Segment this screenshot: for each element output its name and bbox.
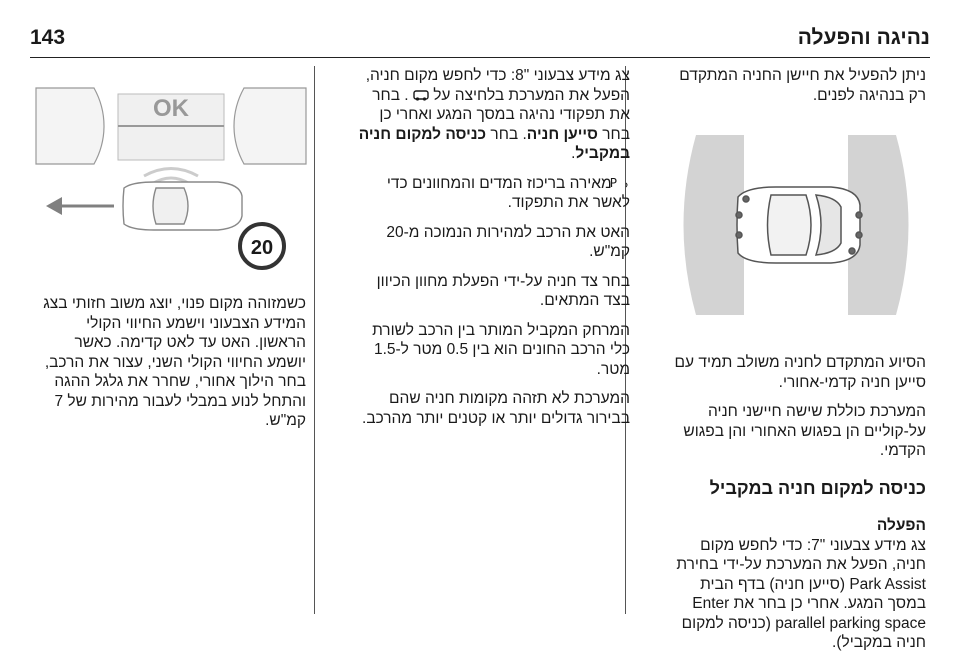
moving-car-icon: [123, 182, 242, 230]
section-heading: כניסה למקום חניה במקביל: [709, 477, 926, 498]
paragraph: האט את הרכב למהירות הנמוכה מ-20 קמ"ש.: [386, 223, 630, 260]
paragraph: צג מידע צבעוני "8: כדי לחפש מקום חניה, הפעל את המערכת בלחיצה על . בחר את תפקודי נהיגה במסך המגע ואחרי כן בחר סייען חניה. בחר כניסה למקום חניה במקביל.: [358, 67, 630, 162]
subsection-heading: הפעלה: [876, 517, 926, 534]
page-title: נהיגה והפעלה: [797, 26, 930, 49]
intro-paragraph: ניתן להפעיל את חיישן החניה המתקדם רק בנהיגה לפנים.: [679, 67, 926, 104]
parallel-parking-illustration: [34, 66, 306, 278]
paragraph: הסיוע המתקדם לחניה משולב תמיד עם סייען חניה קדמי-אחורי.: [674, 354, 926, 391]
paragraph: P מאירה בריכוז המדים והמחוונים כדי לאשר את התפקוד.: [386, 174, 630, 211]
ok-label: OK: [153, 95, 189, 122]
column-left: [34, 66, 306, 441]
rear-sensor-zone: [684, 135, 745, 315]
paragraph: המרחק המקביל המותר בין הרכב לשורת כלי הרכב החונים הוא בין 0.5 מטר ל-1.5 מטר.: [372, 321, 630, 378]
paragraph: כשמזוהה מקום פנוי, יוצג משוב חזותי בצג המידע הצבעוני וישמע החיווי הקולי הראשון. האט עד לאט קדימה. כאשר יושמע החיווי הקולי השני, עצור את הרכב, בחר הילוך אחורי, שחרר את גלגל ההגה והתחל לנוע במבלי לעבור מהירות של 7 קמ"ש.: [43, 295, 306, 429]
parked-car-right-icon: [234, 88, 306, 164]
paragraph: צג מידע צבעוני "7: כדי לחפש מקום חניה, הפעל את המערכת על-ידי בחירת Park Assist (סייען חניה) בדף הבית במסך המגע. אחרי כן בחר את Enter parallel parking space (כניסה למקום חניה במקביל).: [676, 536, 926, 651]
svg-text:P: P: [609, 176, 617, 191]
sensor-coverage-illustration: [666, 115, 926, 335]
column-right: [666, 66, 926, 663]
speed-limit-value: 20: [250, 237, 274, 259]
car-menu-icon: [413, 88, 429, 102]
column-divider: [314, 66, 315, 614]
parked-car-left-icon: [36, 88, 104, 164]
paragraph: המערכת כוללת שישה חיישני חניה על-קוליים הן בפגוש האחורי והן בפגוש הקדמי.: [683, 403, 926, 459]
parking-assist-icon: [609, 175, 630, 191]
paragraph: בחר צד חניה על-ידי הפעלת מחוון הכיוון בצד המתאים.: [376, 272, 630, 309]
paragraph: המערכת לא תזהה מקומות חניה שהם בבירור גדולים יותר או קטנים יותר מהרכב.: [362, 390, 630, 427]
page-header: [0, 0, 960, 58]
column-middle: [355, 66, 630, 438]
page-number: 143: [30, 26, 66, 49]
header-divider: [30, 57, 930, 58]
car-top-view-icon: [736, 187, 862, 263]
